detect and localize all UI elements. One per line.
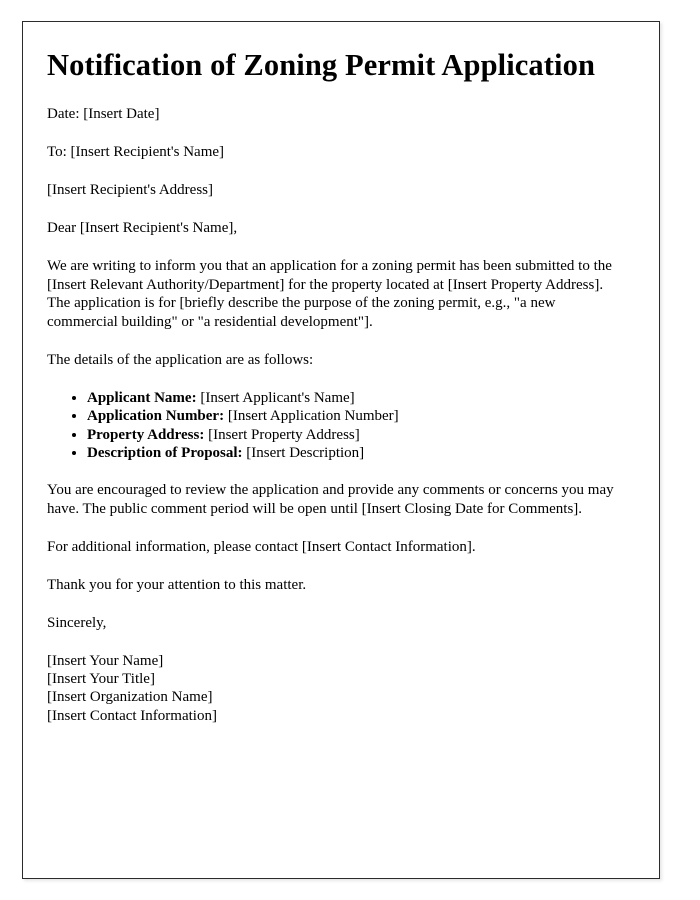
application-details-list	[47, 389, 629, 462]
date-line: Date: [Insert Date]	[47, 106, 160, 123]
thanks-paragraph: Thank you for your attention to this matter.	[47, 576, 307, 593]
detail-value: [Insert Applicant's Name]	[200, 390, 355, 407]
detail-value: [Insert Application Number]	[227, 408, 399, 425]
document-body	[23, 22, 659, 725]
detail-label: Applicant Name:	[87, 390, 197, 407]
list-item	[87, 389, 629, 407]
recipient-name-line: To: [Insert Recipient's Name]	[47, 143, 225, 160]
recipient-address-line: [Insert Recipient's Address]	[47, 181, 213, 198]
detail-value: [Insert Description]	[246, 444, 365, 461]
intro-paragraph: We are writing to inform you that an application for a zoning permit has been submitted to the [Insert Relevant Authority/Department] for the property located at [Insert Property Address]. The application is for [briefly describe the purpose of the zoning permit, e.g., "a new commercial building" or "a residential development"].	[47, 257, 612, 331]
page-title: Notification of Zoning Permit Application	[47, 48, 596, 82]
comment-period-paragraph: You are encouraged to review the application and provide any comments or concerns you may have. The public comment period will be open until [Insert Closing Date for Comments].	[47, 482, 614, 518]
list-item	[87, 407, 629, 425]
signature-contact: [Insert Contact Information]	[47, 707, 217, 724]
signature-name: [Insert Your Name]	[47, 652, 164, 669]
signature-title: [Insert Your Title]	[47, 671, 155, 688]
salutation-line: Dear [Insert Recipient's Name],	[47, 219, 238, 236]
list-item	[87, 444, 629, 462]
detail-label: Application Number:	[87, 408, 225, 425]
details-intro-line: The details of the application are as follows:	[47, 352, 314, 369]
signature-block	[47, 652, 629, 725]
list-item	[87, 426, 629, 444]
closing-line: Sincerely,	[47, 614, 107, 631]
detail-label: Property Address:	[87, 426, 205, 443]
detail-value: [Insert Property Address]	[208, 426, 360, 443]
document-page	[22, 21, 660, 879]
contact-paragraph: For additional information, please contact [Insert Contact Information].	[47, 539, 476, 556]
detail-label: Description of Proposal:	[87, 444, 243, 461]
signature-organization: [Insert Organization Name]	[47, 689, 213, 706]
